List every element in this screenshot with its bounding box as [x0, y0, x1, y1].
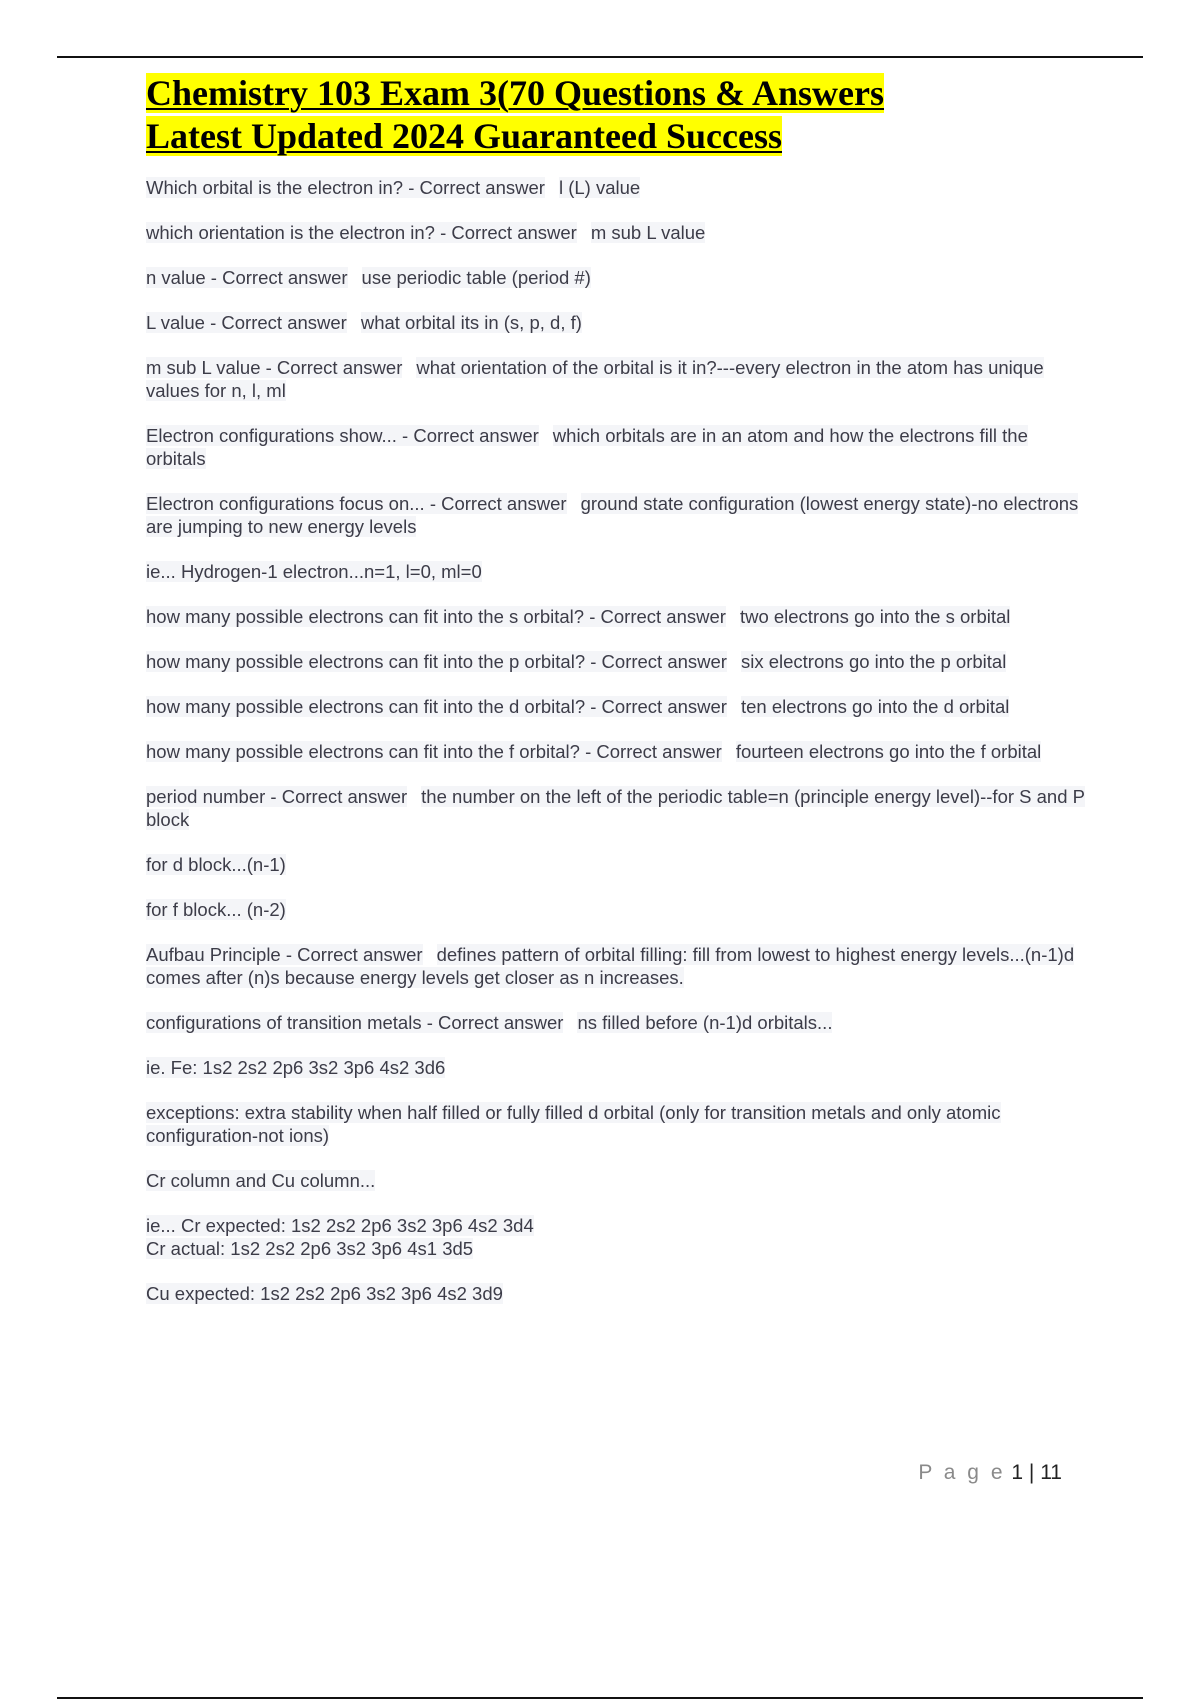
question-text: how many possible electrons can fit into the d orbital? - Correct answer	[146, 696, 727, 717]
answer-text: for f block... (n-2)	[146, 899, 286, 920]
answer-text: use periodic table (period #)	[361, 267, 591, 288]
qa-entry	[146, 853, 1086, 876]
question-text: n value - Correct answer	[146, 267, 348, 288]
question-text: how many possible electrons can fit into the p orbital? - Correct answer	[146, 651, 727, 672]
answer-text: exceptions: extra stability when half filled or fully filled d orbital (only for transition metals and only atomic configuration-not ions)	[146, 1102, 1001, 1146]
qa-entry	[146, 650, 1086, 673]
page-label: P a g e	[918, 1461, 1006, 1484]
answer-text: which orbitals are in an atom and how the electrons fill the orbitals	[146, 425, 1028, 469]
answer-text: Cr column and Cu column...	[146, 1170, 376, 1191]
qa-entry	[146, 1169, 1086, 1192]
answer-text: ground state configuration (lowest energy state)-no electrons are jumping to new energy levels	[146, 493, 1079, 537]
qa-list	[146, 176, 1086, 1305]
qa-entry	[146, 1056, 1086, 1079]
qa-entry	[146, 695, 1086, 718]
answer-text: ten electrons go into the d orbital	[740, 696, 1010, 717]
qa-entry	[146, 740, 1086, 763]
answer-text: the number on the left of the periodic table=n (principle energy level)--for S and P block	[146, 786, 1085, 830]
qa-entry	[146, 221, 1086, 244]
answer-text: m sub L value	[590, 222, 706, 243]
question-text: Which orbital is the electron in? - Correct answer	[146, 177, 545, 198]
question-text: L value - Correct answer	[146, 312, 347, 333]
question-text: how many possible electrons can fit into the f orbital? - Correct answer	[146, 741, 722, 762]
answer-text: six electrons go into the p orbital	[740, 651, 1007, 672]
top-rule	[57, 56, 1143, 58]
answer-text: Cu expected: 1s2 2s2 2p6 3s2 3p6 4s2 3d9	[146, 1283, 503, 1304]
page-total: 11	[1040, 1461, 1062, 1484]
question-text: Aufbau Principle - Correct answer	[146, 944, 423, 965]
answer-text: what orientation of the orbital is it in?---every electron in the atom has unique values for n, l, ml	[146, 357, 1044, 401]
answer-text: ie... Hydrogen-1 electron...n=1, l=0, ml=0	[146, 561, 482, 582]
answer-text: what orbital its in (s, p, d, f)	[360, 312, 582, 333]
answer-text: ns filled before (n-1)d orbitals...	[577, 1012, 833, 1033]
answer-text: two electrons go into the s orbital	[739, 606, 1011, 627]
question-text: Electron configurations focus on... - Correct answer	[146, 493, 567, 514]
answer-text: ie. Fe: 1s2 2s2 2p6 3s2 3p6 4s2 3d6	[146, 1057, 446, 1078]
answer-text: defines pattern of orbital filling: fill from lowest to highest energy levels...(n-1)d comes after (n)s because energy levels get closer as n increases.	[146, 944, 1075, 988]
qa-entry	[146, 356, 1086, 402]
qa-entry	[146, 492, 1086, 538]
question-text: m sub L value - Correct answer	[146, 357, 403, 378]
page-current: 1	[1011, 1461, 1024, 1484]
qa-entry	[146, 266, 1086, 289]
document-title	[146, 72, 1086, 158]
answer-text: l (L) value	[558, 177, 641, 198]
qa-entry	[146, 1011, 1086, 1034]
question-text: how many possible electrons can fit into the s orbital? - Correct answer	[146, 606, 726, 627]
qa-entry	[146, 1282, 1086, 1305]
document-body	[146, 72, 1086, 1327]
page-separator: |	[1028, 1461, 1035, 1484]
question-text: configurations of transition metals - Correct answer	[146, 1012, 564, 1033]
bottom-rule	[57, 1697, 1143, 1699]
title-line-1: Chemistry 103 Exam 3(70 Questions & Answers	[146, 73, 884, 113]
question-text: Electron configurations show... - Correct answer	[146, 425, 539, 446]
qa-entry	[146, 943, 1086, 989]
qa-entry	[146, 898, 1086, 921]
answer-text: fourteen electrons go into the f orbital	[735, 741, 1042, 762]
qa-entry	[146, 785, 1086, 831]
page-number	[900, 1461, 1062, 1485]
title-line-2: Latest Updated 2024 Guaranteed Success	[146, 116, 782, 156]
qa-entry	[146, 605, 1086, 628]
qa-entry	[146, 560, 1086, 583]
question-text: period number - Correct answer	[146, 786, 408, 807]
answer-text-line-2: Cr actual: 1s2 2s2 2p6 3s2 3p6 4s1 3d5	[146, 1238, 474, 1259]
question-text: which orientation is the electron in? - Correct answer	[146, 222, 577, 243]
qa-entry	[146, 1101, 1086, 1147]
qa-entry	[146, 176, 1086, 199]
qa-entry	[146, 424, 1086, 470]
qa-entry	[146, 1214, 1086, 1260]
qa-entry	[146, 311, 1086, 334]
answer-text: for d block...(n-1)	[146, 854, 286, 875]
answer-text: ie... Cr expected: 1s2 2s2 2p6 3s2 3p6 4s2 3d4	[146, 1215, 534, 1236]
